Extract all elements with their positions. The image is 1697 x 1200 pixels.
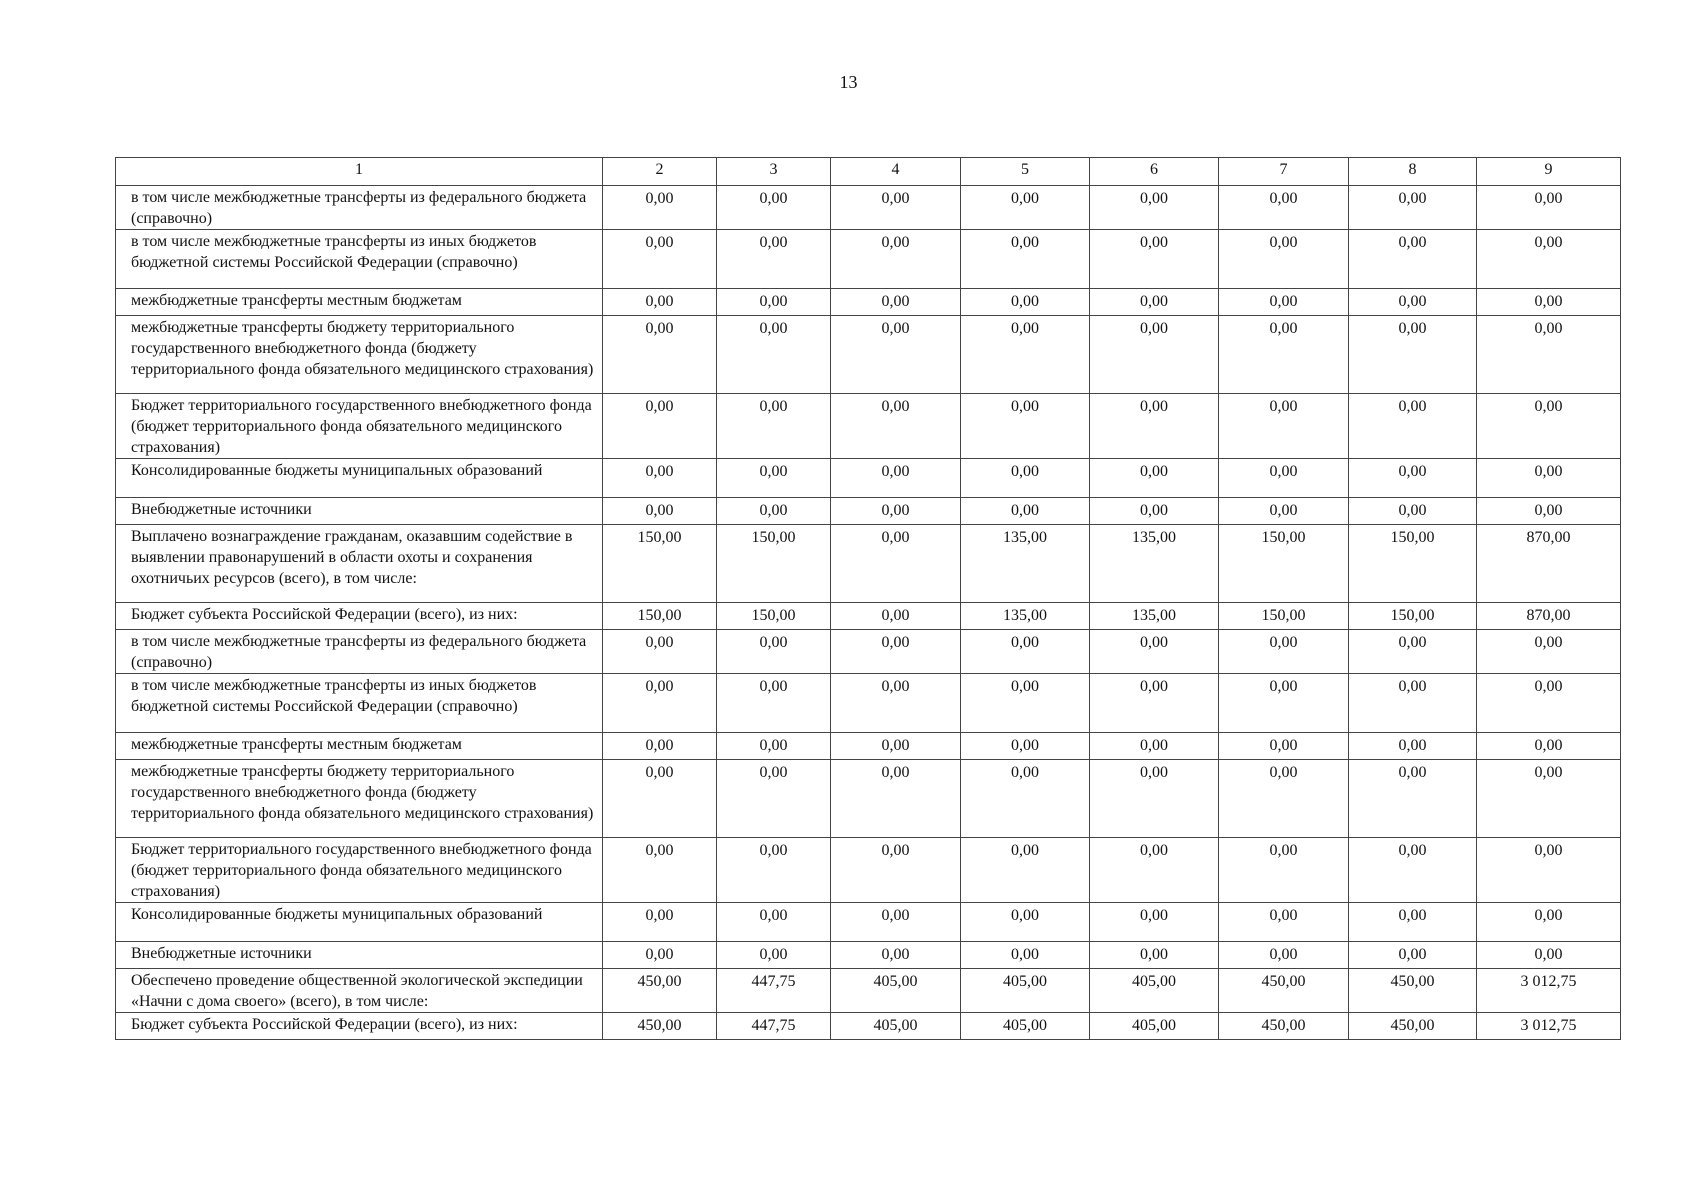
- value-cell: 135,00: [961, 525, 1090, 603]
- value-cell: 0,00: [1477, 459, 1621, 498]
- row-label: межбюджетные трансферты бюджету территориального государственного внебюджетного фонда (бюджету территориального фонда обязательного медицинского страхования): [116, 316, 603, 394]
- value-cell: 0,00: [603, 186, 717, 230]
- value-cell: 0,00: [1090, 316, 1219, 394]
- value-cell: 0,00: [961, 760, 1090, 838]
- value-cell: 0,00: [717, 903, 831, 942]
- value-cell: 0,00: [961, 733, 1090, 760]
- value-cell: 150,00: [1219, 525, 1349, 603]
- value-cell: 0,00: [1219, 230, 1349, 289]
- value-cell: 0,00: [961, 498, 1090, 525]
- table-row: [116, 969, 1621, 1013]
- value-cell: 447,75: [717, 969, 831, 1013]
- value-cell: 0,00: [1090, 186, 1219, 230]
- table-row: [116, 1013, 1621, 1040]
- value-cell: 0,00: [603, 838, 717, 903]
- value-cell: 0,00: [1477, 674, 1621, 733]
- value-cell: 0,00: [717, 289, 831, 316]
- value-cell: 450,00: [1349, 1013, 1477, 1040]
- header-cell: 5: [961, 158, 1090, 186]
- value-cell: 405,00: [961, 969, 1090, 1013]
- value-cell: 0,00: [1219, 838, 1349, 903]
- value-cell: 0,00: [603, 674, 717, 733]
- value-cell: 0,00: [603, 459, 717, 498]
- row-label: Обеспечено проведение общественной экологической экспедиции «Начни с дома своего» (всего), в том числе:: [116, 969, 603, 1013]
- value-cell: 0,00: [1090, 394, 1219, 459]
- value-cell: 0,00: [1477, 630, 1621, 674]
- value-cell: 0,00: [603, 498, 717, 525]
- value-cell: 0,00: [603, 942, 717, 969]
- header-cell: 2: [603, 158, 717, 186]
- value-cell: 0,00: [831, 230, 961, 289]
- value-cell: 405,00: [961, 1013, 1090, 1040]
- header-cell: 1: [116, 158, 603, 186]
- value-cell: 0,00: [1477, 760, 1621, 838]
- value-cell: 0,00: [831, 394, 961, 459]
- value-cell: 0,00: [1477, 230, 1621, 289]
- row-label: Бюджет субъекта Российской Федерации (всего), из них:: [116, 1013, 603, 1040]
- value-cell: 0,00: [603, 394, 717, 459]
- value-cell: 450,00: [1219, 1013, 1349, 1040]
- value-cell: 0,00: [1219, 289, 1349, 316]
- table-body: [116, 158, 1621, 1040]
- row-label: Внебюджетные источники: [116, 498, 603, 525]
- row-label: Бюджет субъекта Российской Федерации (всего), из них:: [116, 603, 603, 630]
- value-cell: 0,00: [831, 289, 961, 316]
- table-row: [116, 903, 1621, 942]
- value-cell: 0,00: [961, 942, 1090, 969]
- value-cell: 3 012,75: [1477, 1013, 1621, 1040]
- value-cell: 150,00: [1349, 525, 1477, 603]
- value-cell: 0,00: [717, 498, 831, 525]
- value-cell: 405,00: [1090, 1013, 1219, 1040]
- value-cell: 0,00: [603, 733, 717, 760]
- value-cell: 0,00: [717, 394, 831, 459]
- value-cell: 0,00: [717, 942, 831, 969]
- value-cell: 0,00: [1349, 674, 1477, 733]
- value-cell: 0,00: [1219, 459, 1349, 498]
- value-cell: 0,00: [1477, 498, 1621, 525]
- value-cell: 0,00: [831, 903, 961, 942]
- value-cell: 150,00: [603, 525, 717, 603]
- value-cell: 0,00: [1349, 903, 1477, 942]
- row-label: межбюджетные трансферты местным бюджетам: [116, 733, 603, 760]
- value-cell: 0,00: [1349, 459, 1477, 498]
- table-row: [116, 733, 1621, 760]
- page-number: 13: [839, 72, 858, 92]
- value-cell: 0,00: [831, 838, 961, 903]
- value-cell: 0,00: [961, 316, 1090, 394]
- value-cell: 450,00: [1219, 969, 1349, 1013]
- value-cell: 0,00: [1477, 838, 1621, 903]
- value-cell: 450,00: [603, 969, 717, 1013]
- value-cell: 0,00: [1477, 289, 1621, 316]
- value-cell: 0,00: [831, 674, 961, 733]
- value-cell: 0,00: [831, 942, 961, 969]
- value-cell: 0,00: [831, 316, 961, 394]
- value-cell: 0,00: [961, 903, 1090, 942]
- value-cell: 0,00: [717, 316, 831, 394]
- value-cell: 0,00: [961, 186, 1090, 230]
- value-cell: 0,00: [717, 630, 831, 674]
- value-cell: 0,00: [1090, 903, 1219, 942]
- value-cell: 135,00: [1090, 603, 1219, 630]
- value-cell: 0,00: [1219, 674, 1349, 733]
- value-cell: 0,00: [831, 603, 961, 630]
- value-cell: 870,00: [1477, 525, 1621, 603]
- table-row: [116, 498, 1621, 525]
- value-cell: 0,00: [1090, 230, 1219, 289]
- table-row: [116, 838, 1621, 903]
- value-cell: 0,00: [831, 525, 961, 603]
- value-cell: 0,00: [1090, 459, 1219, 498]
- table-row: [116, 760, 1621, 838]
- value-cell: 0,00: [1349, 630, 1477, 674]
- header-row: [116, 158, 1621, 186]
- row-label: в том числе межбюджетные трансферты из федерального бюджета (справочно): [116, 186, 603, 230]
- value-cell: 0,00: [1219, 942, 1349, 969]
- value-cell: 0,00: [1090, 630, 1219, 674]
- table-row: [116, 459, 1621, 498]
- value-cell: 3 012,75: [1477, 969, 1621, 1013]
- value-cell: 0,00: [1219, 316, 1349, 394]
- row-label: Консолидированные бюджеты муниципальных образований: [116, 459, 603, 498]
- header-cell: 7: [1219, 158, 1349, 186]
- value-cell: 0,00: [961, 394, 1090, 459]
- value-cell: 0,00: [961, 289, 1090, 316]
- value-cell: 0,00: [717, 674, 831, 733]
- value-cell: 0,00: [831, 186, 961, 230]
- value-cell: 0,00: [1090, 498, 1219, 525]
- value-cell: 0,00: [1349, 394, 1477, 459]
- table-row: [116, 603, 1621, 630]
- value-cell: 0,00: [717, 459, 831, 498]
- value-cell: 405,00: [831, 1013, 961, 1040]
- value-cell: 0,00: [961, 674, 1090, 733]
- value-cell: 0,00: [717, 760, 831, 838]
- value-cell: 0,00: [831, 733, 961, 760]
- value-cell: 0,00: [603, 760, 717, 838]
- value-cell: 0,00: [1349, 186, 1477, 230]
- value-cell: 405,00: [831, 969, 961, 1013]
- value-cell: 0,00: [1349, 289, 1477, 316]
- value-cell: 0,00: [831, 630, 961, 674]
- row-label: Бюджет территориального государственного внебюджетного фонда (бюджет территориального фонда обязательного медицинского страхования): [116, 394, 603, 459]
- value-cell: 450,00: [603, 1013, 717, 1040]
- value-cell: 0,00: [1090, 674, 1219, 733]
- value-cell: 0,00: [1090, 942, 1219, 969]
- value-cell: 0,00: [1477, 394, 1621, 459]
- value-cell: 0,00: [1477, 733, 1621, 760]
- value-cell: 0,00: [1090, 760, 1219, 838]
- value-cell: 0,00: [1219, 733, 1349, 760]
- value-cell: 0,00: [1349, 498, 1477, 525]
- value-cell: 0,00: [717, 186, 831, 230]
- row-label: Бюджет территориального государственного внебюджетного фонда (бюджет территориального фонда обязательного медицинского страхования): [116, 838, 603, 903]
- value-cell: 150,00: [603, 603, 717, 630]
- header-cell: 8: [1349, 158, 1477, 186]
- value-cell: 0,00: [831, 760, 961, 838]
- value-cell: 0,00: [1090, 733, 1219, 760]
- value-cell: 0,00: [1219, 498, 1349, 525]
- value-cell: 150,00: [1349, 603, 1477, 630]
- header-cell: 9: [1477, 158, 1621, 186]
- table-row: [116, 230, 1621, 289]
- budget-table: [115, 157, 1621, 1040]
- row-label: Внебюджетные источники: [116, 942, 603, 969]
- value-cell: 0,00: [1349, 760, 1477, 838]
- value-cell: 0,00: [1349, 316, 1477, 394]
- row-label: межбюджетные трансферты местным бюджетам: [116, 289, 603, 316]
- value-cell: 0,00: [961, 630, 1090, 674]
- table-row: [116, 289, 1621, 316]
- row-label: в том числе межбюджетные трансферты из федерального бюджета (справочно): [116, 630, 603, 674]
- value-cell: 0,00: [1219, 186, 1349, 230]
- value-cell: 0,00: [1219, 760, 1349, 838]
- value-cell: 405,00: [1090, 969, 1219, 1013]
- row-label: межбюджетные трансферты бюджету территориального государственного внебюджетного фонда (бюджету территориального фонда обязательного медицинского страхования): [116, 760, 603, 838]
- row-label: в том числе межбюджетные трансферты из иных бюджетов бюджетной системы Российской Федерации (справочно): [116, 230, 603, 289]
- table-row: [116, 525, 1621, 603]
- header-cell: 3: [717, 158, 831, 186]
- value-cell: 0,00: [603, 289, 717, 316]
- row-label: Выплачено вознаграждение гражданам, оказавшим содействие в выявлении правонарушений в области охоты и сохранения охотничьих ресурсов (всего), в том числе:: [116, 525, 603, 603]
- value-cell: 0,00: [1477, 186, 1621, 230]
- value-cell: 450,00: [1349, 969, 1477, 1013]
- value-cell: 150,00: [1219, 603, 1349, 630]
- value-cell: 135,00: [961, 603, 1090, 630]
- table-row: [116, 394, 1621, 459]
- value-cell: 0,00: [1349, 733, 1477, 760]
- value-cell: 0,00: [603, 316, 717, 394]
- value-cell: 135,00: [1090, 525, 1219, 603]
- value-cell: 0,00: [603, 230, 717, 289]
- value-cell: 0,00: [1477, 942, 1621, 969]
- value-cell: 0,00: [1477, 316, 1621, 394]
- value-cell: 150,00: [717, 525, 831, 603]
- value-cell: 0,00: [1219, 394, 1349, 459]
- value-cell: 0,00: [961, 459, 1090, 498]
- value-cell: 447,75: [717, 1013, 831, 1040]
- value-cell: 0,00: [1349, 230, 1477, 289]
- value-cell: 0,00: [717, 838, 831, 903]
- table-row: [116, 630, 1621, 674]
- row-label: Консолидированные бюджеты муниципальных образований: [116, 903, 603, 942]
- row-label: в том числе межбюджетные трансферты из иных бюджетов бюджетной системы Российской Федерации (справочно): [116, 674, 603, 733]
- value-cell: 0,00: [1219, 630, 1349, 674]
- value-cell: 0,00: [1219, 903, 1349, 942]
- value-cell: 0,00: [1349, 942, 1477, 969]
- value-cell: 0,00: [961, 230, 1090, 289]
- value-cell: 0,00: [717, 733, 831, 760]
- value-cell: 0,00: [831, 498, 961, 525]
- table-row: [116, 942, 1621, 969]
- value-cell: 0,00: [1090, 838, 1219, 903]
- table-row: [116, 186, 1621, 230]
- value-cell: 0,00: [1349, 838, 1477, 903]
- value-cell: 150,00: [717, 603, 831, 630]
- header-cell: 6: [1090, 158, 1219, 186]
- value-cell: 0,00: [1477, 903, 1621, 942]
- value-cell: 0,00: [961, 838, 1090, 903]
- table-row: [116, 674, 1621, 733]
- header-cell: 4: [831, 158, 961, 186]
- value-cell: 0,00: [1090, 289, 1219, 316]
- value-cell: 870,00: [1477, 603, 1621, 630]
- value-cell: 0,00: [831, 459, 961, 498]
- value-cell: 0,00: [603, 903, 717, 942]
- table-row: [116, 316, 1621, 394]
- value-cell: 0,00: [603, 630, 717, 674]
- value-cell: 0,00: [717, 230, 831, 289]
